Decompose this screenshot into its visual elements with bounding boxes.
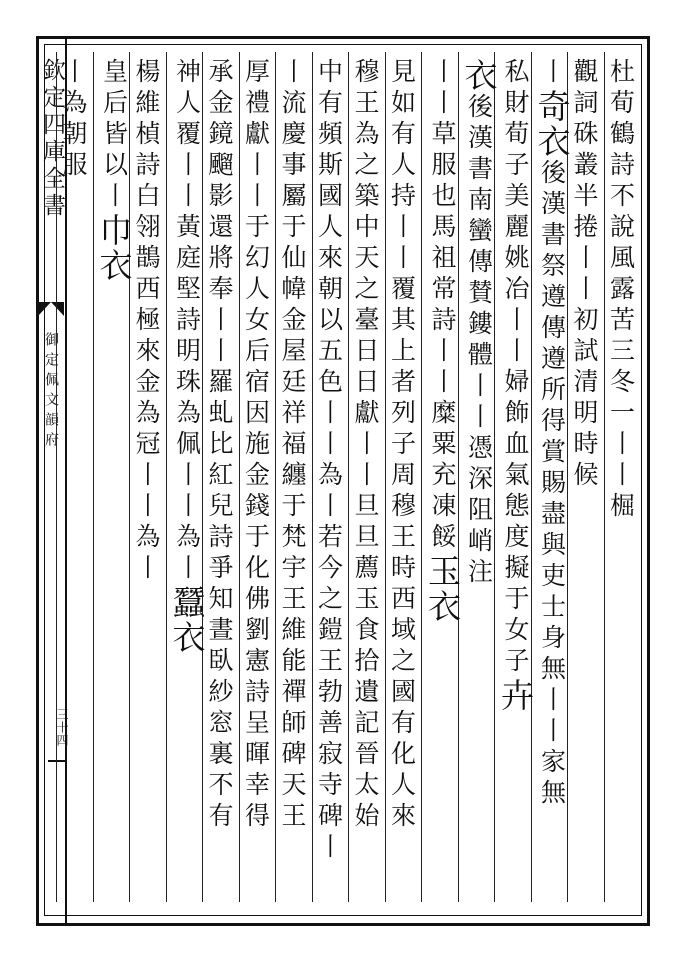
body-text: 丨丨草服也馬祖常詩丨丨糜粟充凍餒 bbox=[428, 58, 457, 554]
column-text bbox=[314, 58, 344, 864]
body-text: 後漢書祭遵傳遵所得賞賜盡與吏士身無丨丨家無 bbox=[537, 159, 567, 810]
body-text: 承金鏡飀影還將奉丨丨羅虬比紅兒詩爭知晝臥紗窓裏不有 bbox=[205, 58, 234, 833]
column-text bbox=[134, 58, 159, 585]
book-title: 御定佩文韻府 bbox=[43, 332, 59, 452]
column-text bbox=[353, 58, 378, 833]
text-column bbox=[531, 52, 572, 902]
collection-title: 欽定四庫全書 bbox=[39, 58, 65, 220]
column-text bbox=[167, 58, 207, 655]
column-text bbox=[207, 58, 232, 833]
column-text bbox=[280, 58, 305, 833]
column-text bbox=[532, 58, 572, 810]
body-text: 杜荀鶴詩不說風露苦三冬一丨丨㭾 bbox=[606, 58, 636, 523]
text-column bbox=[458, 52, 499, 902]
entry-heading: 奇衣 bbox=[532, 89, 572, 159]
body-text: 厚禮獻丨丨于幻人女后宿因施金錢于化佛劉憲詩呈暉幸得 bbox=[241, 58, 271, 833]
text-column bbox=[166, 52, 207, 902]
body-text: 丨為朝服 bbox=[59, 58, 88, 182]
column-text bbox=[61, 58, 86, 182]
body-text: 中有頻斯國人來朝以五色丨丨為丨若今之鎧王勃善寂寺碑丨 bbox=[314, 58, 344, 864]
entry-heading: 衣 bbox=[459, 58, 499, 93]
text-column bbox=[202, 52, 239, 902]
entry-heading: 蠶衣 bbox=[167, 585, 207, 655]
text-column bbox=[239, 52, 276, 902]
column-text bbox=[94, 58, 134, 283]
text-column bbox=[421, 52, 462, 902]
text-column bbox=[604, 52, 641, 902]
body-text: 私財荀子美麗姚冶丨丨婦飾血氣態度擬于女子 bbox=[501, 58, 530, 678]
column-text bbox=[423, 58, 462, 624]
entry-heading: 巾衣 bbox=[94, 213, 134, 283]
column-text bbox=[241, 58, 271, 833]
column-text bbox=[606, 58, 636, 523]
text-column bbox=[348, 52, 385, 902]
entry-heading: 玉衣 bbox=[423, 554, 462, 624]
body-text: 觀詞硃叢半捲丨丨初試清明時候 bbox=[570, 58, 599, 492]
text-column bbox=[129, 52, 166, 902]
body-text: 楊維楨詩白翎鵲西極來金為冠丨丨為丨 bbox=[132, 58, 161, 585]
text-column bbox=[494, 52, 535, 902]
column-text bbox=[496, 58, 535, 713]
text-column bbox=[93, 52, 134, 902]
text-column bbox=[56, 52, 93, 902]
column-text bbox=[572, 58, 597, 492]
body-text: 見如有人持丨丨覆其上者列子周穆王時西域之國有化人來 bbox=[387, 58, 417, 833]
entry-heading: 卉 bbox=[496, 678, 535, 713]
column-text bbox=[459, 58, 499, 589]
body-text: 丨 bbox=[537, 58, 567, 89]
text-column bbox=[312, 52, 349, 902]
body-text: 神人覆丨丨黃庭堅詩明珠為佩丨丨為丨 bbox=[172, 58, 202, 585]
text-column bbox=[567, 52, 604, 902]
page-number: 三十四 bbox=[55, 708, 69, 747]
body-text: 穆王為之築中天之臺日日獻丨丨旦旦薦玉食拾遺記晉太始 bbox=[351, 58, 380, 833]
body-text: 後漢書南蠻傳賛鏤體丨丨憑深阻峭注 bbox=[464, 93, 494, 589]
text-column bbox=[385, 52, 422, 902]
text-column bbox=[275, 52, 312, 902]
column-text bbox=[387, 58, 417, 833]
body-text: 皇后皆以丨 bbox=[99, 58, 129, 213]
body-text: 丨流慶事屬于仙幃金屋廷祥福纏于梵宇王維能禪師碑天王 bbox=[278, 58, 307, 833]
